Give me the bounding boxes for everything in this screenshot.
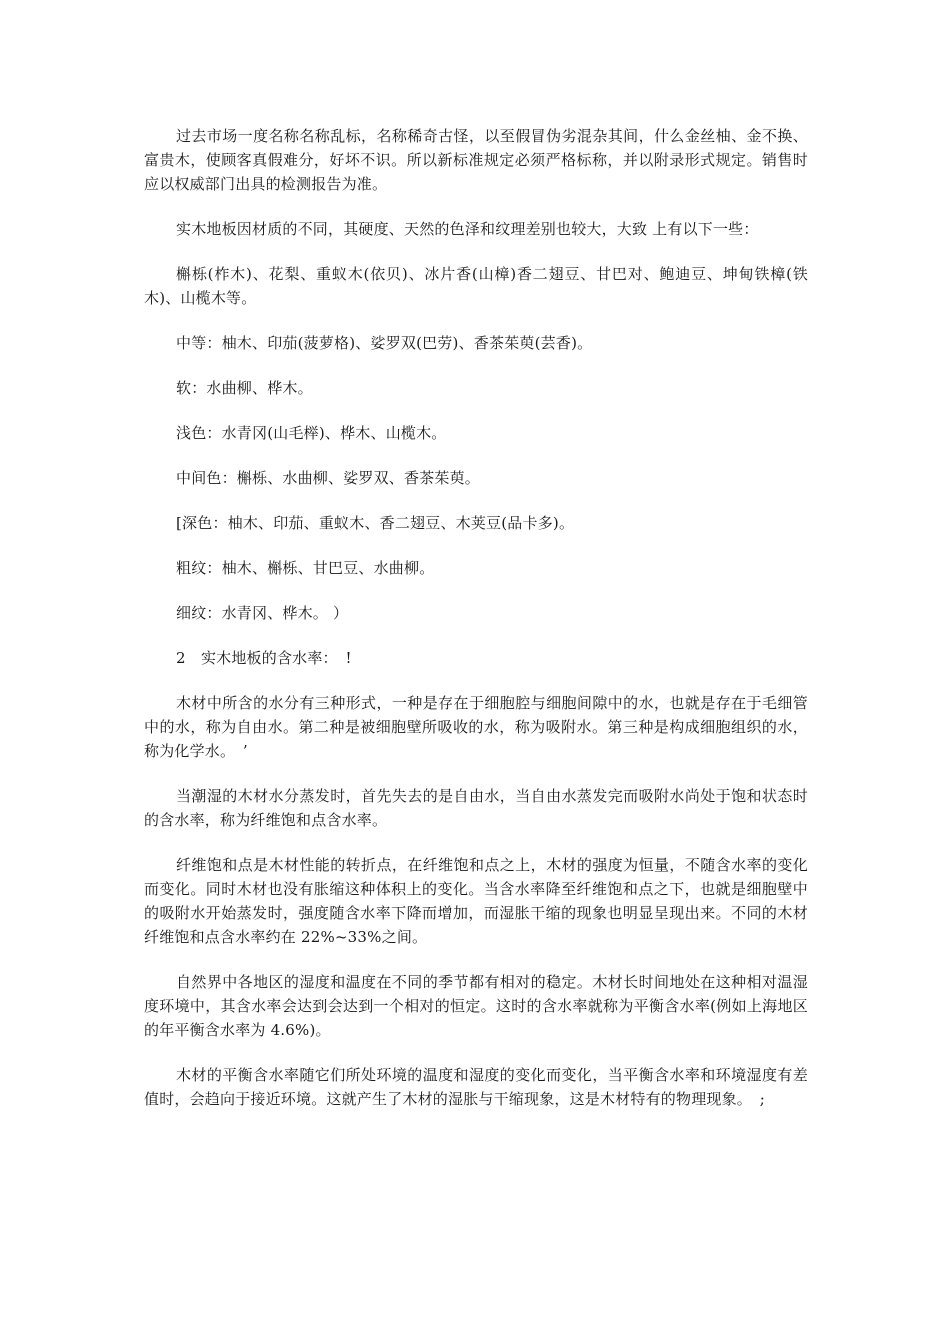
paragraph-middle-color: 中间色：槲栎、水曲柳、娑罗双、香茶茱萸。 (176, 469, 481, 487)
paragraph-water-forms: 木材中所含的水分有三种形式，一种是存在于细胞腔与细胞间隙中的水，也就是存在于毛细管中的水，称为自由水。第二种是被细胞壁所吸收的水，称为吸附水。第三种是构成细胞组织的水，称为化学水。 ’ (144, 694, 808, 760)
paragraph-equilibrium-moisture: 自然界中各地区的湿度和温度在不同的季节都有相对的稳定。木材长时间地处在这种相对温湿度环境中，其含水率会达到会达到一个相对的恒定。这时的含水率就称为平衡含水率(例如上海地区的年平衡含水率为 4.6%)。 (144, 973, 808, 1039)
paragraph-hard-woods: 槲栎(柞木)、花梨、重蚁木(依贝)、冰片香(山樟)香二翅豆、甘巴对、鲍迪豆、坤甸铁樟(铁木)、山榄木等。 (144, 265, 808, 307)
paragraph-naming-standard: 过去市场一度名称名称乱标，名称稀奇古怪，以至假冒伪劣混杂其间，什么金丝柚、金不换、富贵木，使顾客真假难分，好坏不识。所以新标准规定必须严格标称，并以附录形式规定。销售时应以权威部门出具的检测报告为准。 (144, 127, 808, 193)
paragraph-soft-woods: 软：水曲柳、桦木。 (176, 379, 313, 397)
paragraph-fiber-saturation: 当潮湿的木材水分蒸发时，首先失去的是自由水，当自由水蒸发完而吸附水尚处于饱和状态时的含水率，称为纤维饱和点含水率。 (144, 787, 808, 829)
document-page (144, 124, 808, 1132)
paragraph-hardness-intro: 实木地板因材质的不同，其硬度、天然的色泽和纹理差别也较大，大致 上有以下一些： (176, 220, 759, 238)
paragraph-dark-color: [深色：柚木、印茄、重蚁木、香二翅豆、木荚豆(品卡多)。 (176, 514, 575, 532)
paragraph-swelling-shrinkage: 木材的平衡含水率随它们所处环境的温度和湿度的变化而变化，当平衡含水率和环境湿度有差值时，会趋向于接近环境。这就产生了木材的湿胀与干缩现象，这是木材特有的物理现象。 ; (144, 1066, 808, 1108)
paragraph-turning-point: 纤维饱和点是木材性能的转折点，在纤维饱和点之上，木材的强度为恒量，不随含水率的变化而变化。同时木材也没有胀缩这种体积上的变化。当含水率降至纤维饱和点之下，也就是细胞壁中的吸附水开始蒸发时，强度随含水率下降而增加，而湿胀干缩的现象也明显呈现出来。不同的木材纤维饱和点含水率约在 22%~33%之间。 (144, 856, 808, 946)
paragraph-coarse-grain: 粗纹：柚木、槲栎、甘巴豆、水曲柳。 (176, 559, 435, 577)
paragraph-light-color: 浅色：水青冈(山毛榉)、桦木、山榄木。 (176, 424, 447, 442)
paragraph-fine-grain: 细纹：水青冈、桦木。 ） (176, 604, 349, 622)
paragraph-medium-woods: 中等：柚木、印茄(菠萝格)、娑罗双(巴劳)、香茶茱萸(芸香)。 (176, 334, 593, 352)
section-heading-moisture: 2 实木地板的含水率： ! (176, 649, 352, 667)
